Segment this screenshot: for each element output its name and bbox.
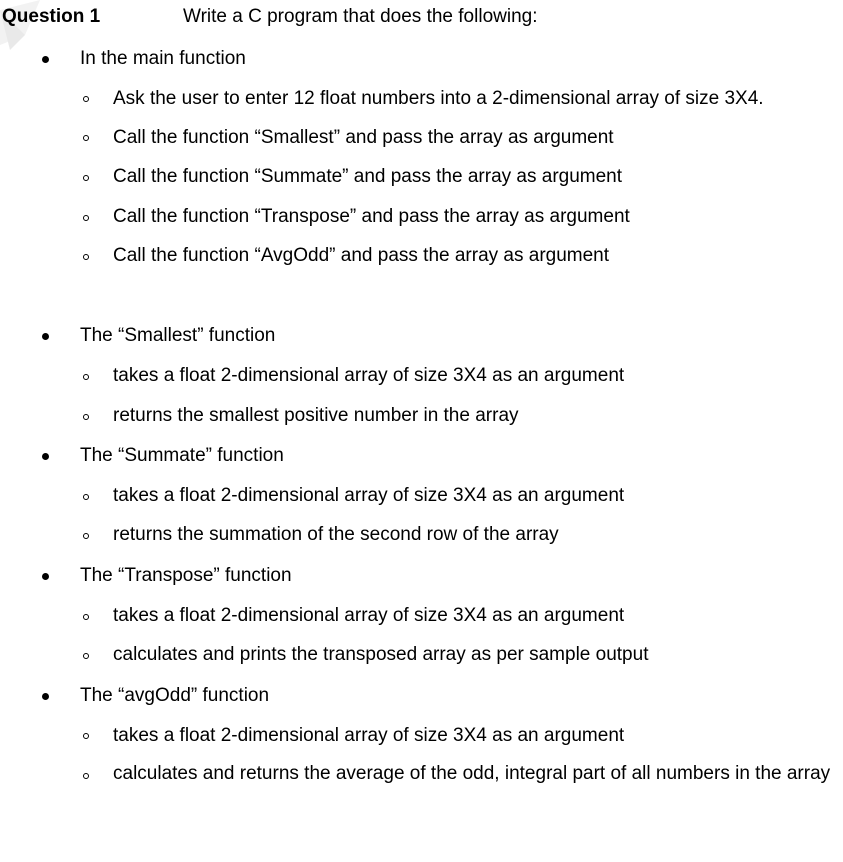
list-item: Call the function “Smallest” and pass the array as argument: [113, 127, 614, 148]
sub-bullet-icon: [83, 494, 89, 500]
sub-bullet-icon: [83, 653, 89, 659]
sub-bullet-icon: [83, 135, 89, 141]
list-item: calculates and prints the transposed array as per sample output: [113, 644, 649, 665]
bullet-icon: [42, 693, 49, 700]
section-heading: The “Summate” function: [80, 445, 284, 466]
list-item: takes a float 2-dimensional array of size 3X4 as an argument: [113, 485, 625, 506]
list-item: returns the smallest positive number in the array: [113, 405, 519, 426]
list-item: takes a float 2-dimensional array of size 3X4 as an argument: [113, 725, 625, 746]
list-item: Call the function “AvgOdd” and pass the array as argument: [113, 245, 610, 266]
bullet-icon: [42, 573, 49, 580]
list-item: takes a float 2-dimensional array of size 3X4 as an argument: [113, 605, 625, 626]
section-heading: In the main function: [80, 48, 246, 69]
bullet-icon: [42, 453, 49, 460]
bullet-icon: [42, 56, 49, 63]
list-item: calculates and returns the average of the odd, integral part of all numbers in the array: [113, 763, 831, 784]
sub-bullet-icon: [83, 533, 89, 539]
sub-bullet-icon: [83, 374, 89, 380]
section-heading: The “Smallest” function: [80, 325, 276, 346]
section-heading: The “avgOdd” function: [80, 685, 270, 706]
sub-bullet-icon: [83, 175, 89, 181]
sub-bullet-icon: [83, 96, 89, 102]
section-heading: The “Transpose” function: [80, 565, 292, 586]
sub-bullet-icon: [83, 414, 89, 420]
sub-bullet-icon: [83, 733, 89, 739]
sub-bullet-icon: [83, 215, 89, 221]
sub-bullet-icon: [83, 254, 89, 260]
list-item: Ask the user to enter 12 float numbers into a 2-dimensional array of size 3X4.: [113, 88, 764, 109]
list-item: returns the summation of the second row of the array: [113, 524, 559, 545]
sub-bullet-icon: [83, 614, 89, 620]
list-item: Call the function “Summate” and pass the array as argument: [113, 166, 623, 187]
list-item: Call the function “Transpose” and pass the array as argument: [113, 206, 630, 227]
question-intro: Write a C program that does the following:: [183, 6, 538, 27]
sub-bullet-icon: [83, 773, 89, 779]
list-item: takes a float 2-dimensional array of size 3X4 as an argument: [113, 365, 625, 386]
bullet-icon: [42, 333, 49, 340]
question-title: Question 1: [2, 6, 101, 27]
